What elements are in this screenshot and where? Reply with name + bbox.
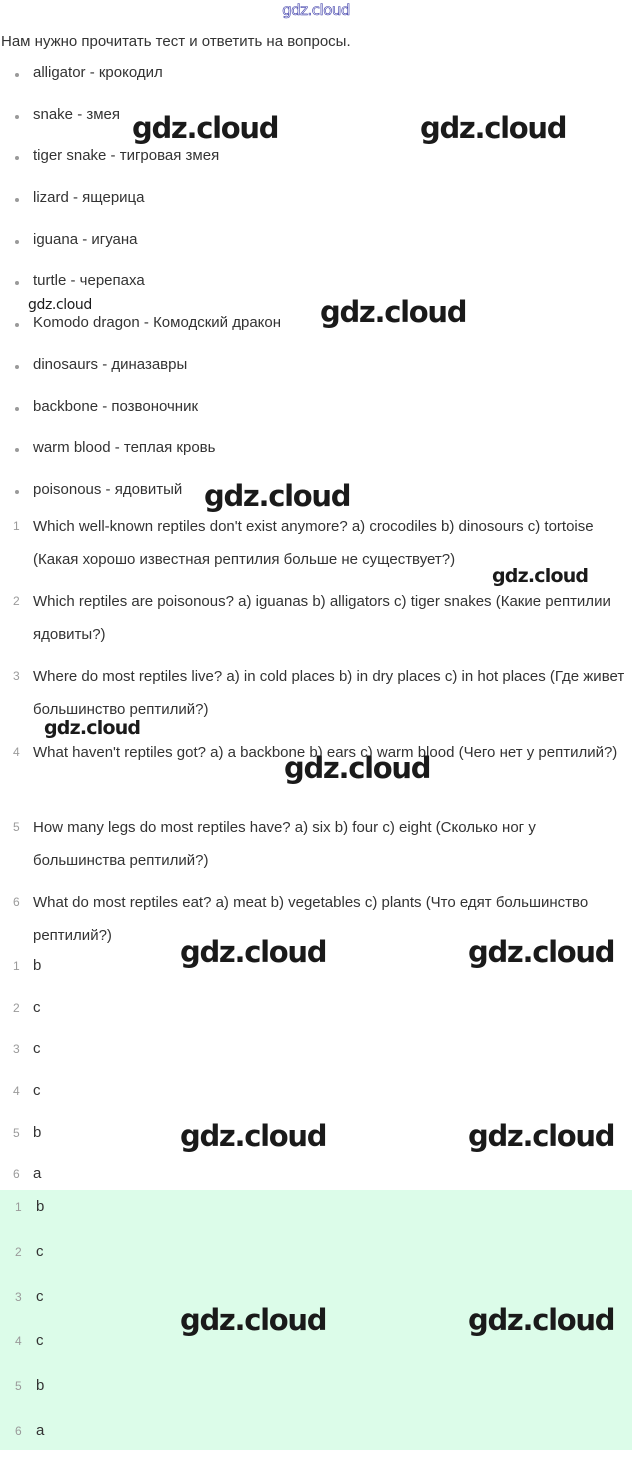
bullet-icon [15, 115, 19, 119]
answer-number: 2 [13, 1000, 20, 1015]
question-text: Which well-known reptiles don't exist anymore? a) crocodiles b) dinosours c) tortoise (Какая хорошо известная рептилия больше не существует?) [33, 518, 594, 568]
bullet-icon [15, 448, 19, 452]
watermark: gdz.cloud [180, 935, 327, 969]
vocab-text: dinosaurs - диназавры [33, 355, 188, 373]
bullet-icon [15, 198, 19, 202]
vocab-text: turtle - черепаха [33, 272, 145, 290]
vocab-text: backbone - позвоночник [33, 397, 199, 415]
bullet-icon [15, 73, 19, 77]
question-number: 1 [13, 519, 20, 533]
answer-number: 3 [15, 1289, 22, 1304]
answer-number: 1 [15, 1200, 22, 1214]
vocab-text: lizard - ящерица [33, 189, 145, 207]
watermark: gdz.cloud [180, 1303, 327, 1337]
watermark: gdz.cloud [284, 751, 431, 785]
watermark: gdz.cloud [320, 295, 467, 329]
vocab-text: alligator - крокодил [33, 64, 163, 81]
answer-value: b [36, 1198, 45, 1215]
watermark: gdz.cloud [420, 111, 567, 145]
bullet-icon [15, 323, 19, 327]
answer-value: c [33, 1082, 41, 1100]
answer-value: c [33, 1040, 41, 1058]
answer-value: a [33, 1165, 42, 1183]
answer-value: b [36, 1377, 45, 1395]
question-text: How many legs do most reptiles have? a) six b) four c) eight (Сколько ног у большинства рептилий?) [33, 818, 536, 869]
answer-number: 5 [15, 1379, 22, 1394]
intro-text: Нам нужно прочитать тест и ответить на вопросы. [1, 33, 351, 50]
answer-value: c [36, 1287, 44, 1305]
watermark: gdz.cloud [28, 297, 92, 313]
question-text: What haven't reptiles got? a) a backbone b) ears c) warm blood (Чего нет у рептилий?) [33, 743, 618, 761]
answer-value: a [36, 1421, 45, 1439]
watermark: gdz.cloud [180, 1119, 327, 1153]
question-item [0, 811, 632, 886]
vocab-text: iguana - игуана [33, 230, 138, 248]
vocab-text: snake - змея [33, 105, 121, 123]
question-text: Where do most reptiles live? a) in cold places b) in dry places c) in hot places (Где живет большинство рептилий?) [33, 668, 625, 719]
question-number: 5 [13, 819, 20, 834]
answer-value: c [33, 998, 41, 1016]
vocab-text: Komodo dragon - Комодский дракон [33, 314, 282, 332]
question-item [0, 585, 632, 660]
bullet-icon [15, 407, 19, 411]
answer-number: 5 [13, 1125, 20, 1140]
vocab-text: poisonous - ядовитый [33, 480, 183, 498]
answer-number: 3 [13, 1042, 20, 1057]
question-number: 2 [13, 594, 20, 609]
bullet-icon [15, 365, 19, 369]
watermark: gdz.cloud [204, 479, 351, 513]
answer-value: c [36, 1242, 44, 1260]
answer-number: 6 [15, 1423, 22, 1438]
answer-value: c [36, 1332, 44, 1350]
answer-number: 6 [13, 1167, 20, 1182]
site-logo[interactable]: gdz.cloud [282, 1, 350, 19]
question-number: 4 [13, 744, 20, 759]
question-text: What do most reptiles eat? a) meat b) vegetables c) plants (Что едят большинство рептилий?) [33, 893, 589, 944]
watermark: gdz.cloud [132, 111, 279, 145]
question-number: 3 [13, 669, 20, 684]
watermark: gdz.cloud [468, 1119, 615, 1153]
question-number: 6 [13, 894, 20, 909]
bullet-icon [15, 156, 19, 160]
bullet-icon [15, 281, 19, 285]
watermark: gdz.cloud [44, 717, 141, 739]
watermark: gdz.cloud [468, 935, 615, 969]
watermark: gdz.cloud [492, 565, 589, 587]
answer-value: b [33, 1123, 42, 1141]
question-text: Which reptiles are poisonous? a) iguanas b) alligators c) tiger snakes (Какие рептилии ядовиты?) [33, 593, 611, 644]
bullet-icon [15, 490, 19, 494]
vocab-text: tiger snake - тигровая змея [33, 147, 220, 165]
answer-number: 4 [13, 1084, 20, 1099]
answer-number: 4 [15, 1334, 22, 1349]
vocab-text: warm blood - теплая кровь [33, 439, 216, 457]
answer-number: 1 [13, 959, 20, 973]
watermark: gdz.cloud [468, 1303, 615, 1337]
answer-value: b [33, 957, 42, 974]
answer-number: 2 [15, 1244, 22, 1259]
bullet-icon [15, 240, 19, 244]
